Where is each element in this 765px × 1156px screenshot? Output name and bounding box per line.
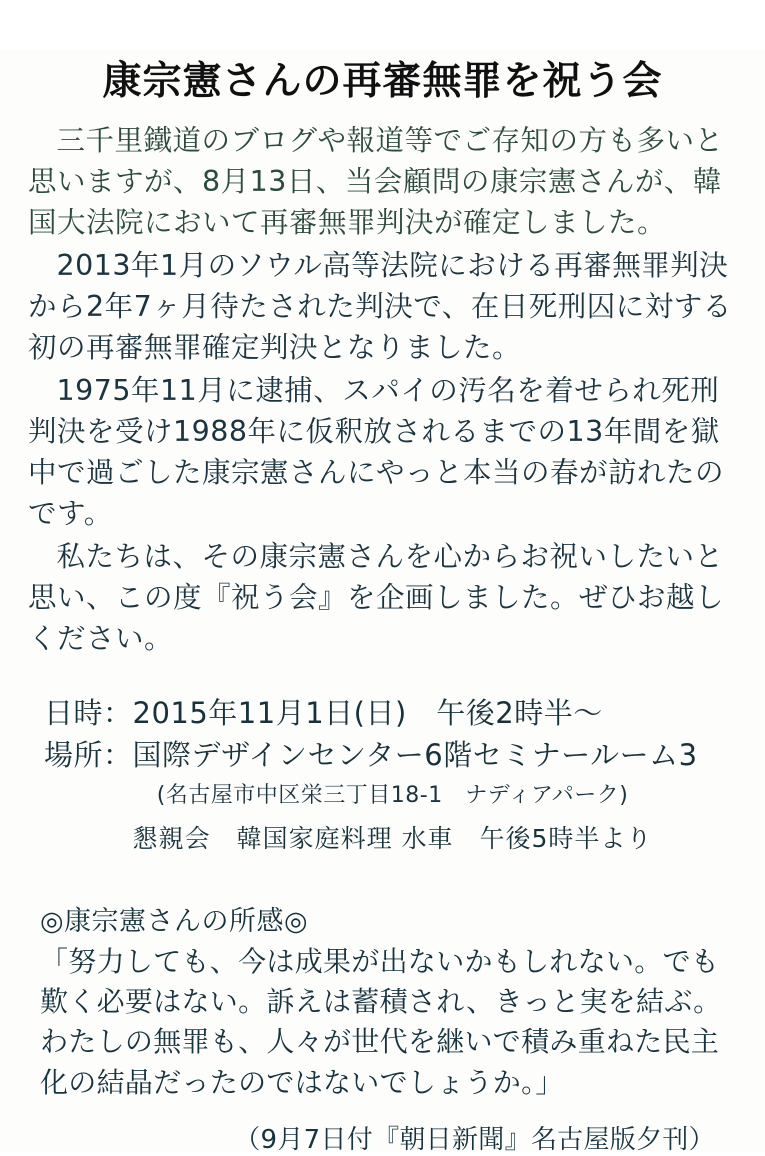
event-party: 懇親会 韓国家庭料理 水車 午後5時半より [132,823,653,853]
intro-paragraph-3: 1975年11月に逮捕、スパイの汚名を着せられ死刑判決を受け1988年に仮釈放されるまでの13年間を獄中で過ごした康宗憲さんにやっと本当の春が訪れたのです。 [28,374,725,531]
event-venue: 場所：国際デザインセンター6階セミナールーム3 [44,737,698,772]
event-details [0,693,765,854]
impressions-quote: 「努力しても、今は成果が出ないかもしれない。でも歎く必要はない。訴えは蓄積され、きっと実を結ぶ。わたしの無罪も、人々が世代を継いで積み重ねた民主化の結晶だったのではないでしょうか。」 [40,944,722,1099]
impressions-source: （9月7日付『朝日新聞』名古屋版夕刊） [234,1125,715,1155]
impressions-heading: ◎康宗憲さんの所感◎ [40,905,309,937]
intro-paragraph-1: 三千里鐵道のブログや報道等でご存知の方も多いと思いますが、8月13日、当会顧問の康宗憲さんが、韓国大法院において再審無罪判決が確定しました。 [28,124,724,240]
page-title: 康宗憲さんの再審無罪を祝う会 [102,59,663,104]
impressions-section [0,899,765,1156]
event-address: (名古屋市中区栄三丁目18-1 ナディアパーク) [156,782,629,808]
document-page [0,50,765,1153]
intro-paragraph-2: 2013年1月のソウル高等法院における再審無罪判決から2年7ヶ月待たされた判決で、在日死刑囚に対する初の再審無罪確定判決となりました。 [28,249,732,365]
intro-section [0,120,765,659]
event-datetime: 日時：2015年11月1日(日) 午後2時半〜 [44,696,603,731]
intro-paragraph-4: 私たちは、その康宗憲さんを心からお祝いしたいと思い、この度『祝う会』を企画しました。ぜひお越しください。 [28,540,725,656]
